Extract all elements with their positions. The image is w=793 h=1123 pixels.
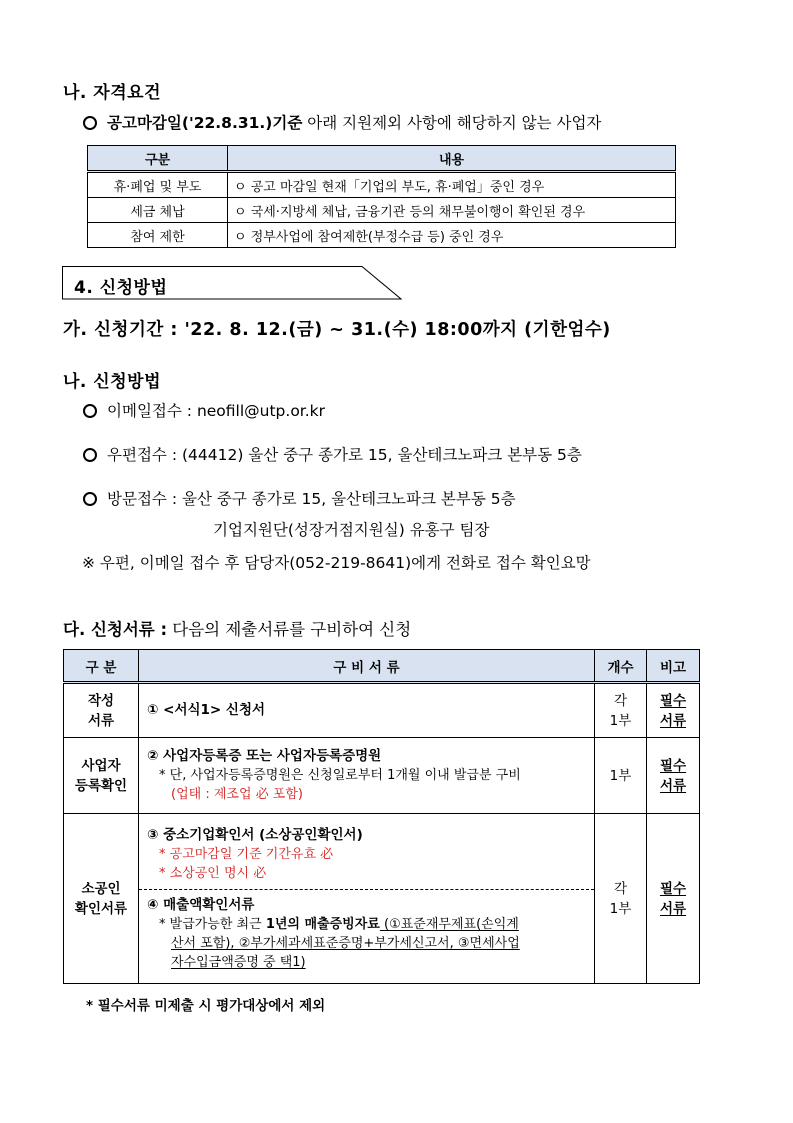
docs-heading-text: 다음의 제출서류를 구비하여 신청	[167, 620, 412, 639]
documents-table	[63, 649, 700, 984]
header-note: 비고	[647, 650, 700, 683]
application-period: 가. 신청기간 : '22. 8. 12.(금) ~ 31.(수) 18:00까지 (기한엄수)	[63, 320, 611, 340]
row-key: 휴·폐업 및 부도	[88, 172, 228, 198]
exclusion-table	[87, 145, 676, 248]
table-row	[64, 814, 700, 984]
doc-item-sub: * 발급가능한 최근 1년의 매출증빙자료 (①표준재무제표(손익계	[159, 916, 519, 932]
doc-item-title: ③ 중소기업확인서 (소상공인확인서)	[147, 826, 363, 843]
header-content: 내용	[228, 146, 676, 172]
row-count: 1부	[595, 738, 647, 814]
doc-item-red-note: (업태 : 제조업 必 포함)	[171, 787, 303, 802]
method-note: ※ 우편, 이메일 접수 후 담당자(052-219-8641)에게 전화로 접수 확인요망	[82, 554, 591, 572]
header-category: 구 분	[64, 650, 139, 683]
dashed-divider	[139, 889, 594, 890]
doc-item-sub: 산서 포함), ②부가세과세표준증명+부가세신고서, ③면세사업	[171, 935, 520, 951]
qualification-heading: 나. 자격요건	[63, 83, 161, 103]
doc-item-title: ② 사업자등록증 또는 사업자등록증명원	[147, 748, 382, 764]
row-category: 사업자 등록확인	[64, 738, 139, 814]
row-documents: ① <서식1> 신청서	[139, 683, 595, 738]
qualification-lead	[83, 111, 601, 133]
header-count: 개수	[595, 650, 647, 683]
circle-bullet-icon	[83, 116, 97, 130]
method-heading: 나. 신청방법	[63, 372, 161, 392]
doc-item-sub: 자수입금액증명 중 택1)	[171, 954, 306, 970]
header-documents: 구 비 서 류	[139, 650, 595, 683]
table-row	[88, 198, 676, 223]
method-post-text: 우편접수 : (44412) 울산 중구 종가로 15, 울산테크노파크 본부동 5층	[107, 446, 582, 464]
qualification-lead-bold: 공고마감일('22.8.31.)기준	[107, 114, 303, 132]
table-row	[64, 738, 700, 814]
method-post	[83, 443, 582, 465]
row-note: 필수 서류	[647, 683, 700, 738]
circle-bullet-icon	[83, 404, 97, 418]
section-4-title: 4. 신청방법	[74, 278, 168, 298]
docs-heading-bold: 다. 신청서류 :	[63, 620, 168, 639]
method-visit-text: 방문접수 : 울산 중구 종가로 15, 울산테크노파크 본부동 5층	[107, 490, 516, 508]
doc-item-title: ④ 매출액확인서류	[147, 896, 255, 913]
qualification-lead-text: 아래 지원제외 사항에 해당하지 않는 사업자	[302, 114, 602, 132]
circle-bullet-icon	[83, 492, 97, 506]
table-header-row	[88, 146, 676, 172]
row-category: 작성 서류	[64, 683, 139, 738]
table-row	[88, 172, 676, 198]
row-value: ㅇ 정부사업에 참여제한(부정수급 등) 중인 경우	[228, 223, 676, 248]
method-visit-contact: 기업지원단(성장거점지원실) 유홍구 팀장	[213, 521, 490, 539]
docs-heading	[63, 616, 411, 640]
method-email-text: 이메일접수 : neofill@utp.or.kr	[107, 402, 326, 420]
method-visit	[83, 487, 516, 509]
row-note: 필수 서류	[647, 814, 700, 984]
circle-bullet-icon	[83, 448, 97, 462]
docs-footnote: * 필수서류 미제출 시 평가대상에서 제외	[86, 998, 326, 1014]
table-row	[64, 683, 700, 738]
row-count: 각 1부	[595, 814, 647, 984]
row-count: 각 1부	[595, 683, 647, 738]
doc-item-red-note: * 공고마감일 기준 기간유효 必	[159, 846, 334, 862]
row-documents	[139, 738, 595, 814]
header-category: 구분	[88, 146, 228, 172]
method-email	[83, 399, 325, 421]
doc-item-red-note: * 소상공인 명시 必	[159, 865, 267, 881]
row-key: 참여 제한	[88, 223, 228, 248]
row-note: 필수 서류	[647, 738, 700, 814]
doc-item-sub: * 단, 사업자등록증명원은 신청일로부터 1개월 이내 발급분 구비	[159, 768, 521, 783]
row-documents	[139, 814, 595, 984]
row-value: ㅇ 국세·지방세 체납, 금융기관 등의 채무불이행이 확인된 경우	[228, 198, 676, 223]
row-category: 소공인 확인서류	[64, 814, 139, 984]
table-header-row	[64, 650, 700, 683]
table-row	[88, 223, 676, 248]
row-value: ㅇ 공고 마감일 현재「기업의 부도, 휴·폐업」중인 경우	[228, 172, 676, 198]
row-key: 세금 체납	[88, 198, 228, 223]
